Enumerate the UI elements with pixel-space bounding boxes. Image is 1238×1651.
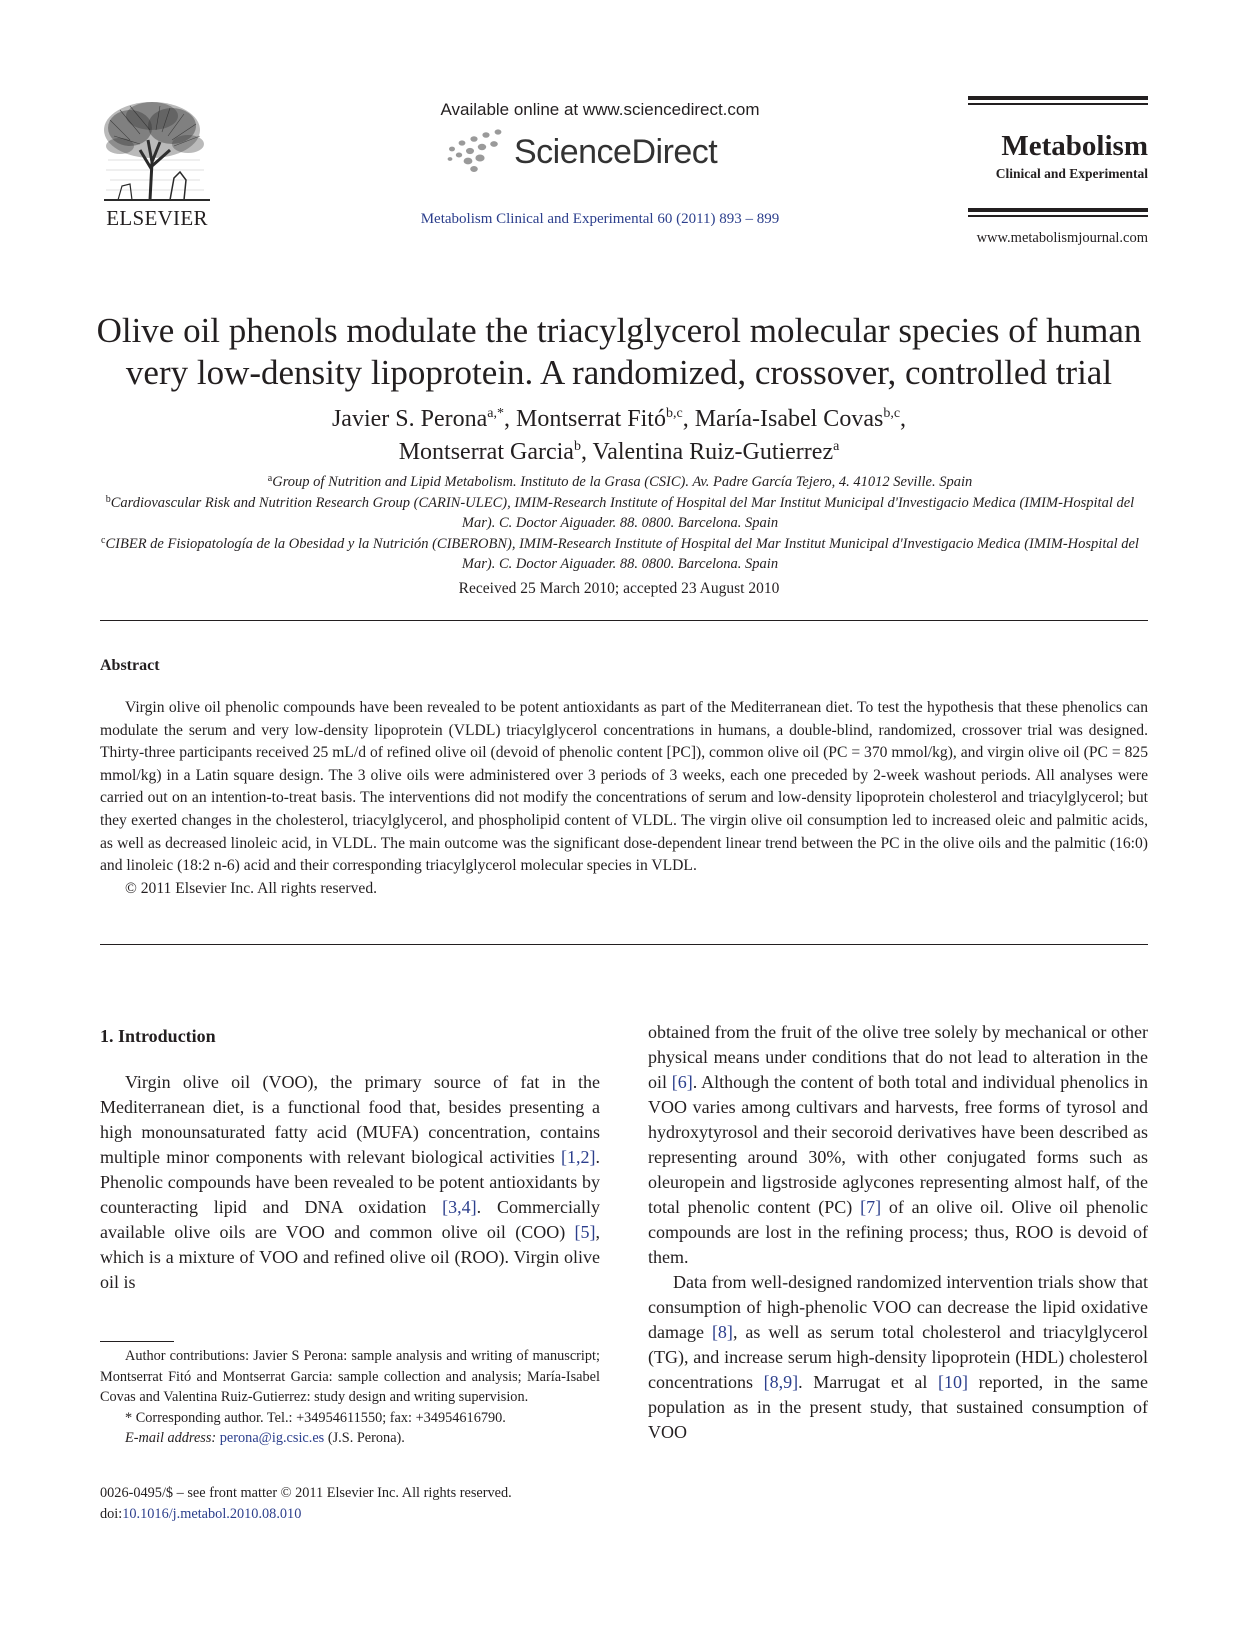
affiliation [90,472,1150,493]
citation-link[interactable]: [8] [711,1322,733,1342]
corresponding-author: * Corresponding author. Tel.: +34954611550; fax: +34954616790. [125,1409,506,1426]
article-title [80,310,1158,394]
abstract-paragraph: Virgin olive oil phenolic compounds have been revealed to be potent antioxidants as part of the Mediterranean diet. To test the hypothesis that these phenolics can modulate the serum and very low-density lipoprotein (VLDL) triacylglycerol concentrations in humans, a double-blind, randomized, crossover trial was designed. Thirty-three participants received 25 mL/d of refined olive oil (devoid of phenolic content [PC]), common olive oil (PC = 370 mmol/kg), and virgin olive oil (PC = 825 mmol/kg) in a Latin square design. The 3 olive oils were administered over 3 periods of 3 weeks, each one preceded by 2-week washout periods. All analyses were carried out on an intention-to-treat basis. The interventions did not modify the concentrations of serum and low-density lipoprotein cholesterol and triacylglycerol; but they exerted changes in the cholesterol, triacylglycerol, and phospholipid content of VLDL. The virgin olive oil consumption led to increased oleic and palmitic acids, as well as decreased linoleic acid, in VLDL. The main outcome was the significant dose-dependent linear trend between the PC in the olive oils and the palmitic (16:0) and linoleic (18:2 n-6) acid and their corresponding triacylglycerol molecular species in VLDL. [100,699,1148,875]
received-dates: Received 25 March 2010; accepted 23 August 2010 [458,580,780,597]
email-label: E-mail address: [125,1430,217,1446]
abstract-heading: Abstract [100,657,160,674]
header-rule [968,96,1148,100]
body-text: . Phenolic compounds have been revealed to be potent antioxidants by counteracting lipid and DNA oxidation [100,1147,600,1217]
header-rule [968,208,1148,212]
article-footer [100,1483,620,1525]
author-list [80,403,1158,469]
affiliation-sup: c [101,534,106,546]
affiliation [90,493,1150,534]
author-affil-sup: b [573,439,581,454]
affiliation [90,534,1150,575]
abstract-body [100,697,1148,900]
affiliations [90,472,1150,575]
author-affil-sup: a,* [487,406,504,421]
footnotes [100,1346,600,1449]
affiliation-sup: a [267,473,273,484]
section-heading: 1. Introduction [100,1026,216,1046]
author-line [80,436,1158,469]
journal-website-link[interactable]: www.metabolismjournal.com [976,230,1148,246]
affiliation-sup: b [105,493,111,505]
citation-link[interactable]: [3,4] [442,1197,477,1217]
body-text: , as well as serum total cholesterol and triacylglycerol (TG), and increase serum high-density lipoprotein (HDL) cholesterol concentrations [648,1322,1149,1392]
author-name: Montserrat Garcia [398,439,574,465]
author-affil-sup: b,c [883,406,901,421]
body-paragraph [648,1270,1148,1445]
body-text: , which is a mixture of VOO and refined olive oil (ROO). Virgin olive oil is [100,1222,600,1292]
citation-link[interactable]: [8,9] [763,1372,799,1392]
issn-line: 0026-0495/$ – see front matter © 2011 Elsevier Inc. All rights reserved. [100,1485,512,1501]
journal-brand: Metabolism [1001,130,1148,162]
journal-citation-link[interactable]: Metabolism Clinical and Experimental 60 (2011) 893 – 899 [420,211,780,227]
body-column-right [648,1020,1148,1445]
divider [100,620,1148,621]
affiliation-text: Group of Nutrition and Lipid Metabolism. Instituto de la Grasa (CSIC). Av. Padre García Tejero, 4. 41012 Seville. Spain [272,474,973,490]
body-paragraph [100,1070,600,1295]
body-text: . Although the content of both total and individual phenolics in VOO varies among cultivars and harvests, free forms of tyrosol and hydroxytyrosol and their secoroid derivatives have been described as representing around 30%, with other conjugated forms such as oleuropein and ligstroside aglycones representing almost half, of the total phenolic content (PC) [648,1072,1148,1217]
author-name: María-Isabel Covas [694,406,884,432]
title-line: Olive oil phenols modulate the triacylglycerol molecular species of human [96,311,1142,350]
author-contributions: Author contributions: Javier S Perona: sample analysis and writing of manuscript; Montserrat Fitó and Montserrat Garcia: sample collection and analysis; María-Isabel Covas and Valentina Ruiz-Gutierrez: study design and writing supervision. [100,1348,600,1405]
body-text: Virgin olive oil (VOO), the primary source of fat in the Mediterranean diet, is a functional food that, besides presenting a high monounsaturated fatty acid (MUFA) concentration, contains multiple minor components with relevant biological activities [100,1072,600,1167]
author-name: Valentina Ruiz-Gutierrez [592,439,834,465]
body-paragraph [648,1020,1148,1270]
sciencedirect-wordmark: ScienceDirect [514,133,718,171]
author-name: Montserrat Fitó [515,406,666,432]
citation-link[interactable]: [10] [938,1372,969,1392]
copyright-line: © 2011 Elsevier Inc. All rights reserved. [125,879,378,897]
doi-link[interactable]: 10.1016/j.metabol.2010.08.010 [122,1506,302,1522]
citation-link[interactable]: [1,2] [561,1147,596,1167]
author-sep: , [503,406,516,432]
affiliation-text: CIBER de Fisiopatología de la Obesidad y la Nutrición (CIBEROBN), IMIM-Research Institute of Hospital del Mar Institut Municipal d'Investigacio Medica (IMIM-Hospital del Mar). C. Doctor Aiguader. 88. 0800. Barcelona. Spain [105,535,1139,572]
affiliation-text: Cardiovascular Risk and Nutrition Research Group (CARIN-ULEC), IMIM-Research Institute of Hospital del Mar Institut Municipal d'Investigacio Medica (IMIM-Hospital del Mar). C. Doctor Aiguader. 88. 0800. Barcelona. Spain [110,494,1135,531]
available-online-text: Available online at www.sciencedirect.com [440,100,760,119]
body-text: of an olive oil. Olive oil phenolic compounds are lost in the refining process; thus, ROO is devoid of them. [648,1197,1148,1267]
body-column-left [100,1070,600,1295]
email-link[interactable]: perona@ig.csic.es [219,1430,325,1446]
doi-label: doi: [100,1506,123,1522]
body-text: . Commercially available olive oils are VOO and common olive oil (COO) [100,1197,600,1242]
sciencedirect-logo[interactable] [444,127,744,183]
author-line [80,403,1158,436]
sciencedirect-dots-icon [444,127,514,183]
email-suffix: (J.S. Perona). [324,1430,405,1446]
author-sep: , [580,439,593,465]
body-text: reported, in the same population as in the present study, that sustained consumption of VOO [648,1372,1148,1442]
author-name: Javier S. Perona [331,406,488,432]
body-text: Data from well-designed randomized intervention trials show that consumption of high-phenolic VOO can decrease the lipid oxidative damage [648,1272,1148,1342]
author-affil-sup: b,c [665,406,683,421]
elsevier-tree-icon [100,100,214,204]
title-line: very low-density lipoprotein. A randomized, crossover, controlled trial [125,353,1113,392]
footnote-rule [100,1341,174,1342]
header-rule [968,103,1148,105]
divider [100,944,1148,945]
header-rule [968,215,1148,217]
author-sep: , [900,406,907,432]
body-text: . Marrugat et al [798,1372,939,1392]
citation-link[interactable]: [7] [860,1197,882,1217]
citation-link[interactable]: [6] [671,1072,693,1092]
journal-subtitle: Clinical and Experimental [995,166,1148,181]
doi-line [100,1504,620,1525]
author-sep: , [682,406,695,432]
author-affil-sup: a [833,439,840,454]
citation-link[interactable]: [5] [574,1222,596,1242]
body-text: obtained from the fruit of the olive tree solely by mechanical or other physical means under conditions that do not lead to alteration in the oil [648,1022,1148,1092]
elsevier-logo [100,100,214,228]
email-line [100,1428,600,1449]
publisher-name: ELSEVIER [106,206,208,230]
